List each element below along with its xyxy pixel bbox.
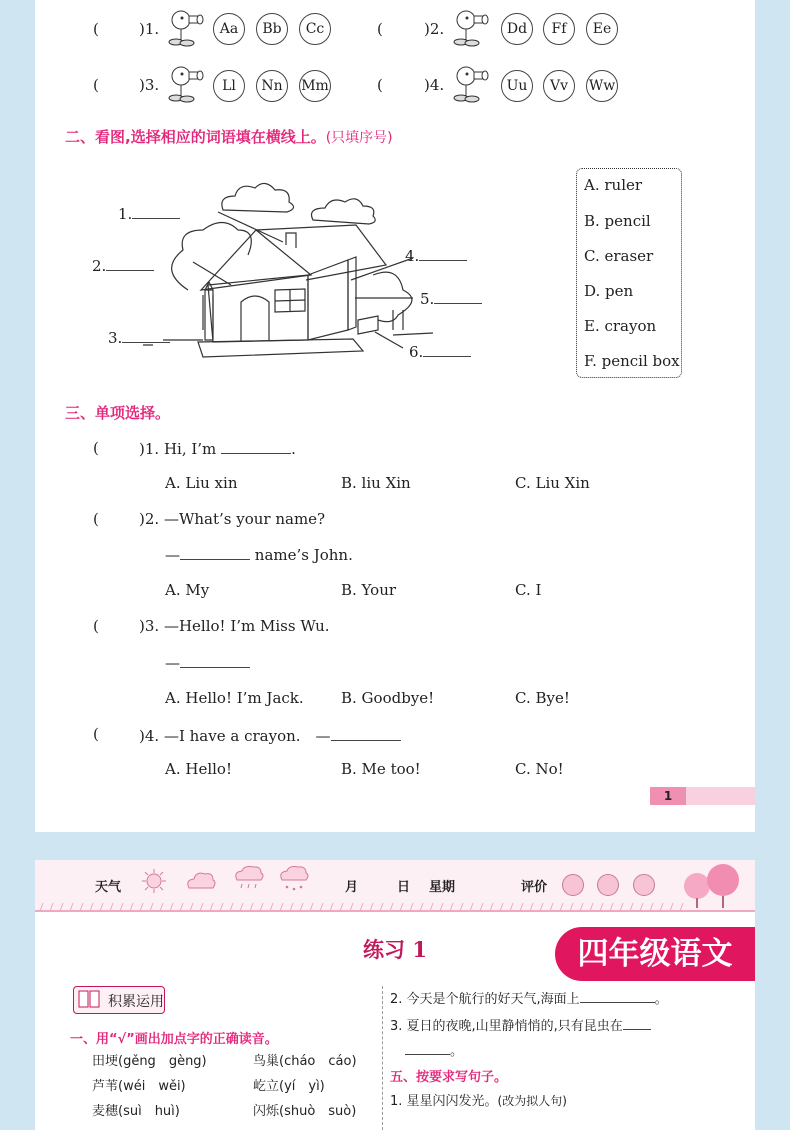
letter-option: Uu [501,70,533,102]
letter-option: Ff [543,13,575,45]
tree-decoration-icon [679,862,749,910]
peashooter-icon [167,8,205,48]
question-number: )2. [424,20,445,38]
letter-option: Vv [543,70,575,102]
pinyin-item: 芦苇(wéi wěi) [92,1079,186,1094]
day-label: 日 [397,880,411,895]
choice-item: F. pencil box [584,352,680,370]
option-a: A. Liu xin [165,474,238,492]
question-2: )2. —What’s your name? [139,510,326,528]
sentence-question-heading: 五、按要求写句子。 [390,1070,508,1085]
section-label: 积累运用 [108,994,164,1010]
pinyin-item: 鸟巢(cháo cáo) [253,1054,357,1069]
illustration-label: 4. [405,246,467,265]
cloud-icon [185,870,217,892]
choice-item: D. pen [584,282,634,300]
peashooter-icon [167,64,205,104]
question-number: )3. [139,76,160,94]
question-3-line2: — [165,653,250,672]
answer-paren: ( [93,725,99,743]
pinyin-item: 屹立(yí yì) [253,1079,325,1094]
grade-subject-badge: 四年级语文 [555,927,755,981]
letter-option: Nn [256,70,288,102]
option-c: C. Bye! [515,689,570,707]
answer-paren: ( [377,20,383,38]
pinyin-item: 闪烁(shuò suò) [253,1104,357,1119]
word-choice-box [576,168,682,378]
option-a: A. Hello! I’m Jack. [165,689,304,707]
illustration-label: 2. [92,256,154,275]
illustration-label: 6. [409,342,471,361]
page-number: 1 [650,787,686,805]
letter-option: Mm [299,70,331,102]
question-3: )3. —Hello! I’m Miss Wu. [139,617,330,635]
choice-item: B. pencil [584,212,651,230]
letter-option: Dd [501,13,533,45]
choice-item: C. eraser [584,247,654,265]
answer-paren: ( [93,76,99,94]
illustration-label: 5. [420,289,482,308]
snow-icon [278,866,310,894]
answer-paren: ( [93,510,99,528]
choice-item: E. crayon [584,317,657,335]
option-c: C. I [515,581,542,599]
letter-option: Ll [213,70,245,102]
peashooter-icon [452,8,490,48]
question-2-line2: — name’s John. [165,546,353,564]
option-b: B. Goodbye! [341,689,435,707]
month-label: 月 [345,880,359,895]
pinyin-item: 麦穗(suì huì) [92,1104,180,1119]
answer-paren: ( [93,439,99,457]
letter-option: Aa [213,13,245,45]
sentence-item-1: 1. 星星闪闪发光。(改为拟人句) [390,1094,567,1109]
question-number: )1. [139,20,160,38]
neutral-face-icon [597,874,619,896]
option-c: C. No! [515,760,564,778]
letter-option: Cc [299,13,331,45]
question-number: )4. [424,76,445,94]
column-divider [382,986,383,1130]
option-a: A. Hello! [165,760,232,778]
exercise-title: 练习 1 [363,937,427,962]
sun-icon [141,868,167,894]
worksheet-page-1 [35,0,755,832]
section-heading [65,126,393,147]
answer-paren: ( [377,76,383,94]
grass-border [35,900,755,912]
rain-icon [233,866,265,894]
letter-option: Bb [256,13,288,45]
section-heading: 三、单项选择。 [65,404,171,422]
illustration-label: 1. [118,204,180,223]
option-b: B. Your [341,581,397,599]
choice-item: A. ruler [584,176,643,194]
fill-in-item-2: 2. 今天是个航行的好天气,海面上 。 [390,992,668,1007]
question-4: )4. —I have a crayon. — [139,725,401,746]
book-icon [77,988,101,1010]
pinyin-item: 田埂(gěng gèng) [92,1054,207,1069]
rating-label: 评价 [521,880,548,895]
heading-note: (只填序号) [325,130,393,146]
sad-face-icon [633,874,655,896]
peashooter-icon [452,64,490,104]
answer-paren: ( [93,617,99,635]
fill-in-item-3: 3. 夏日的夜晚,山里静悄悄的,只有昆虫在 [390,1015,651,1034]
option-b: B. Me too! [341,760,421,778]
letter-option: Ww [586,70,618,102]
weather-label: 天气 [95,880,122,895]
option-a: A. My [165,581,210,599]
weekday-label: 星期 [429,880,456,895]
pinyin-question-heading: 一、用“√”画出加点字的正确读音。 [70,1032,278,1047]
option-c: C. Liu Xin [515,474,590,492]
illustration-label: 3. [108,328,170,347]
letter-option: Ee [586,13,618,45]
answer-paren: ( [93,20,99,38]
worksheet-page-2 [35,860,755,1130]
smile-face-icon [562,874,584,896]
option-b: B. liu Xin [341,474,411,492]
heading-text: 二、看图,选择相应的词语填在横线上。 [65,128,326,146]
question-1: )1. Hi, I’m . [139,440,296,458]
fill-in-item-3-cont: 。 [405,1040,463,1059]
